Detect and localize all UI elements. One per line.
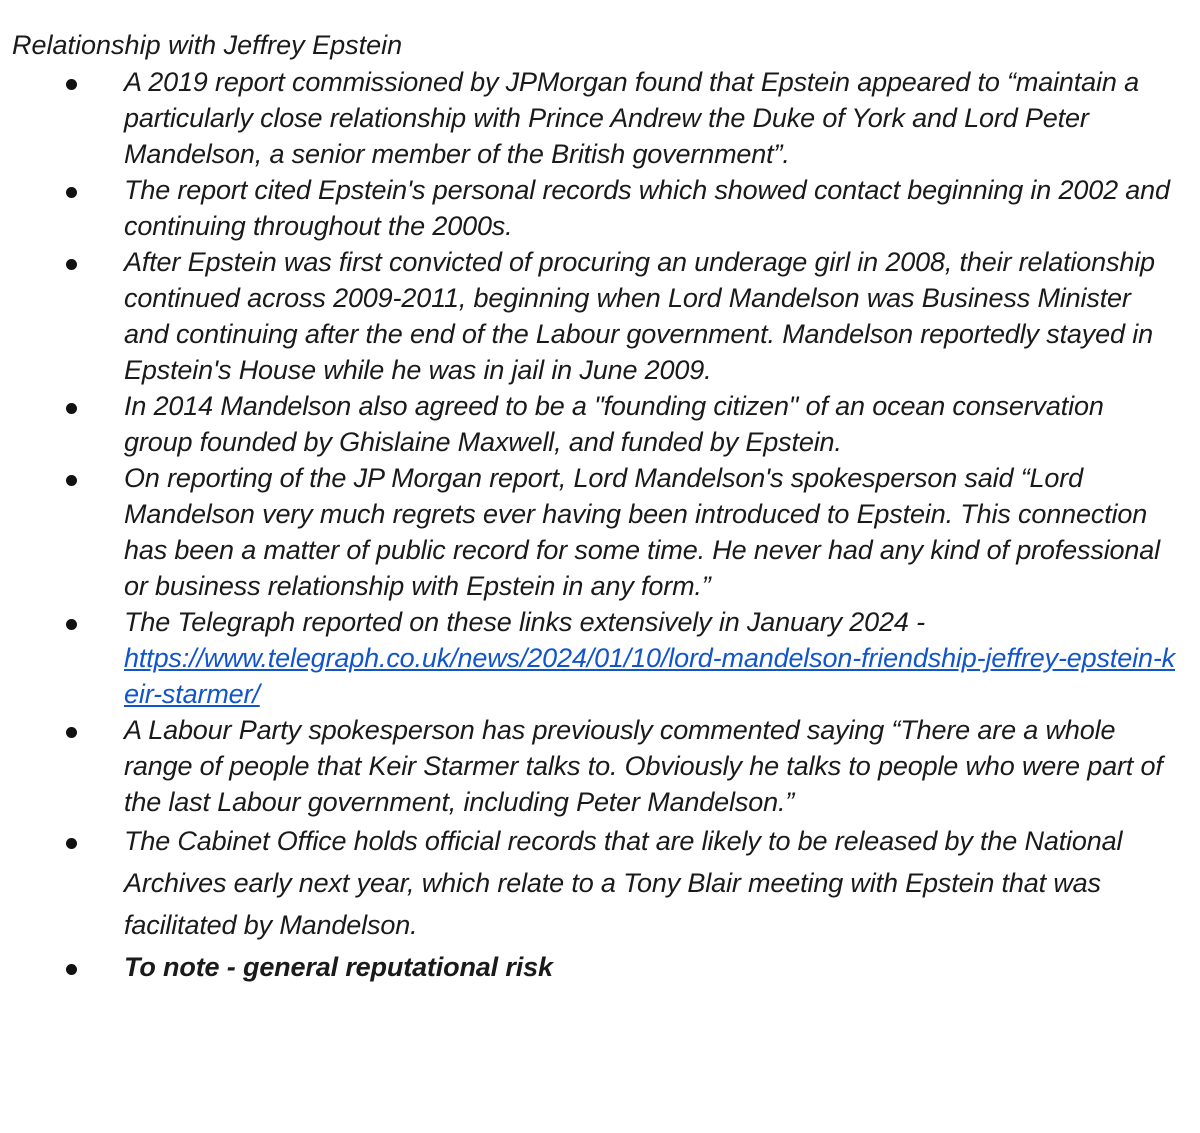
list-item-text: In 2014 Mandelson also agreed to be a "founding citizen" of an ocean conservation group founded by Ghislaine Maxwell, and funded by Epstein. (124, 391, 1104, 457)
list-item-text: The Telegraph reported on these links extensively in January 2024 - (124, 607, 925, 637)
bullet-icon (66, 403, 77, 414)
list-item-text: On reporting of the JP Morgan report, Lord Mandelson's spokesperson said “Lord Mandelson very much regrets ever having been introduced to Epstein. This connection has been a matter of public record for some time. He never had any kind of professional or business relationship with Epstein in any form.” (124, 463, 1161, 601)
bullet-icon (66, 727, 77, 738)
list-item (0, 604, 1200, 712)
telegraph-article-link[interactable]: https://www.telegraph.co.uk/news/2024/01/10/lord-mandelson-friendship-jeffrey-epstein-keir-starmer/ (124, 643, 1176, 709)
bullet-list (0, 64, 1200, 988)
list-item (0, 712, 1200, 820)
list-item-note (0, 946, 1200, 988)
bullet-icon (66, 838, 77, 849)
list-item-text: The report cited Epstein's personal records which showed contact beginning in 2002 and continuing throughout the 2000s. (124, 175, 1170, 241)
list-item (0, 460, 1200, 604)
bullet-icon (66, 187, 77, 198)
bullet-icon (66, 79, 77, 90)
list-item (0, 64, 1200, 172)
bullet-icon (66, 619, 77, 630)
bullet-icon (66, 259, 77, 270)
list-item-text: A Labour Party spokesperson has previously commented saying “There are a whole range of people that Keir Starmer talks to. Obviously he talks to people who were part of the last Labour government, including Peter Mandelson.” (124, 715, 1163, 817)
list-item (0, 820, 1200, 946)
list-item (0, 172, 1200, 244)
section-heading: Relationship with Jeffrey Epstein (12, 30, 403, 60)
bullet-icon (66, 475, 77, 486)
list-item-text: A 2019 report commissioned by JPMorgan found that Epstein appeared to “maintain a particularly close relationship with Prince Andrew the Duke of York and Lord Peter Mandelson, a senior member of the British government”. (124, 67, 1139, 169)
list-item-text: To note - general reputational risk (124, 952, 553, 982)
bullet-icon (66, 964, 77, 975)
list-item (0, 244, 1200, 388)
list-item-text: After Epstein was first convicted of procuring an underage girl in 2008, their relationship continued across 2009-2011, beginning when Lord Mandelson was Business Minister and continuing after the end of the Labour government. Mandelson reportedly stayed in Epstein's House while he was in jail in June 2009. (124, 247, 1155, 385)
list-item-text: The Cabinet Office holds official records that are likely to be released by the National Archives early next year, which relate to a Tony Blair meeting with Epstein that was facilitated by Mandelson. (124, 826, 1123, 940)
list-item (0, 388, 1200, 460)
